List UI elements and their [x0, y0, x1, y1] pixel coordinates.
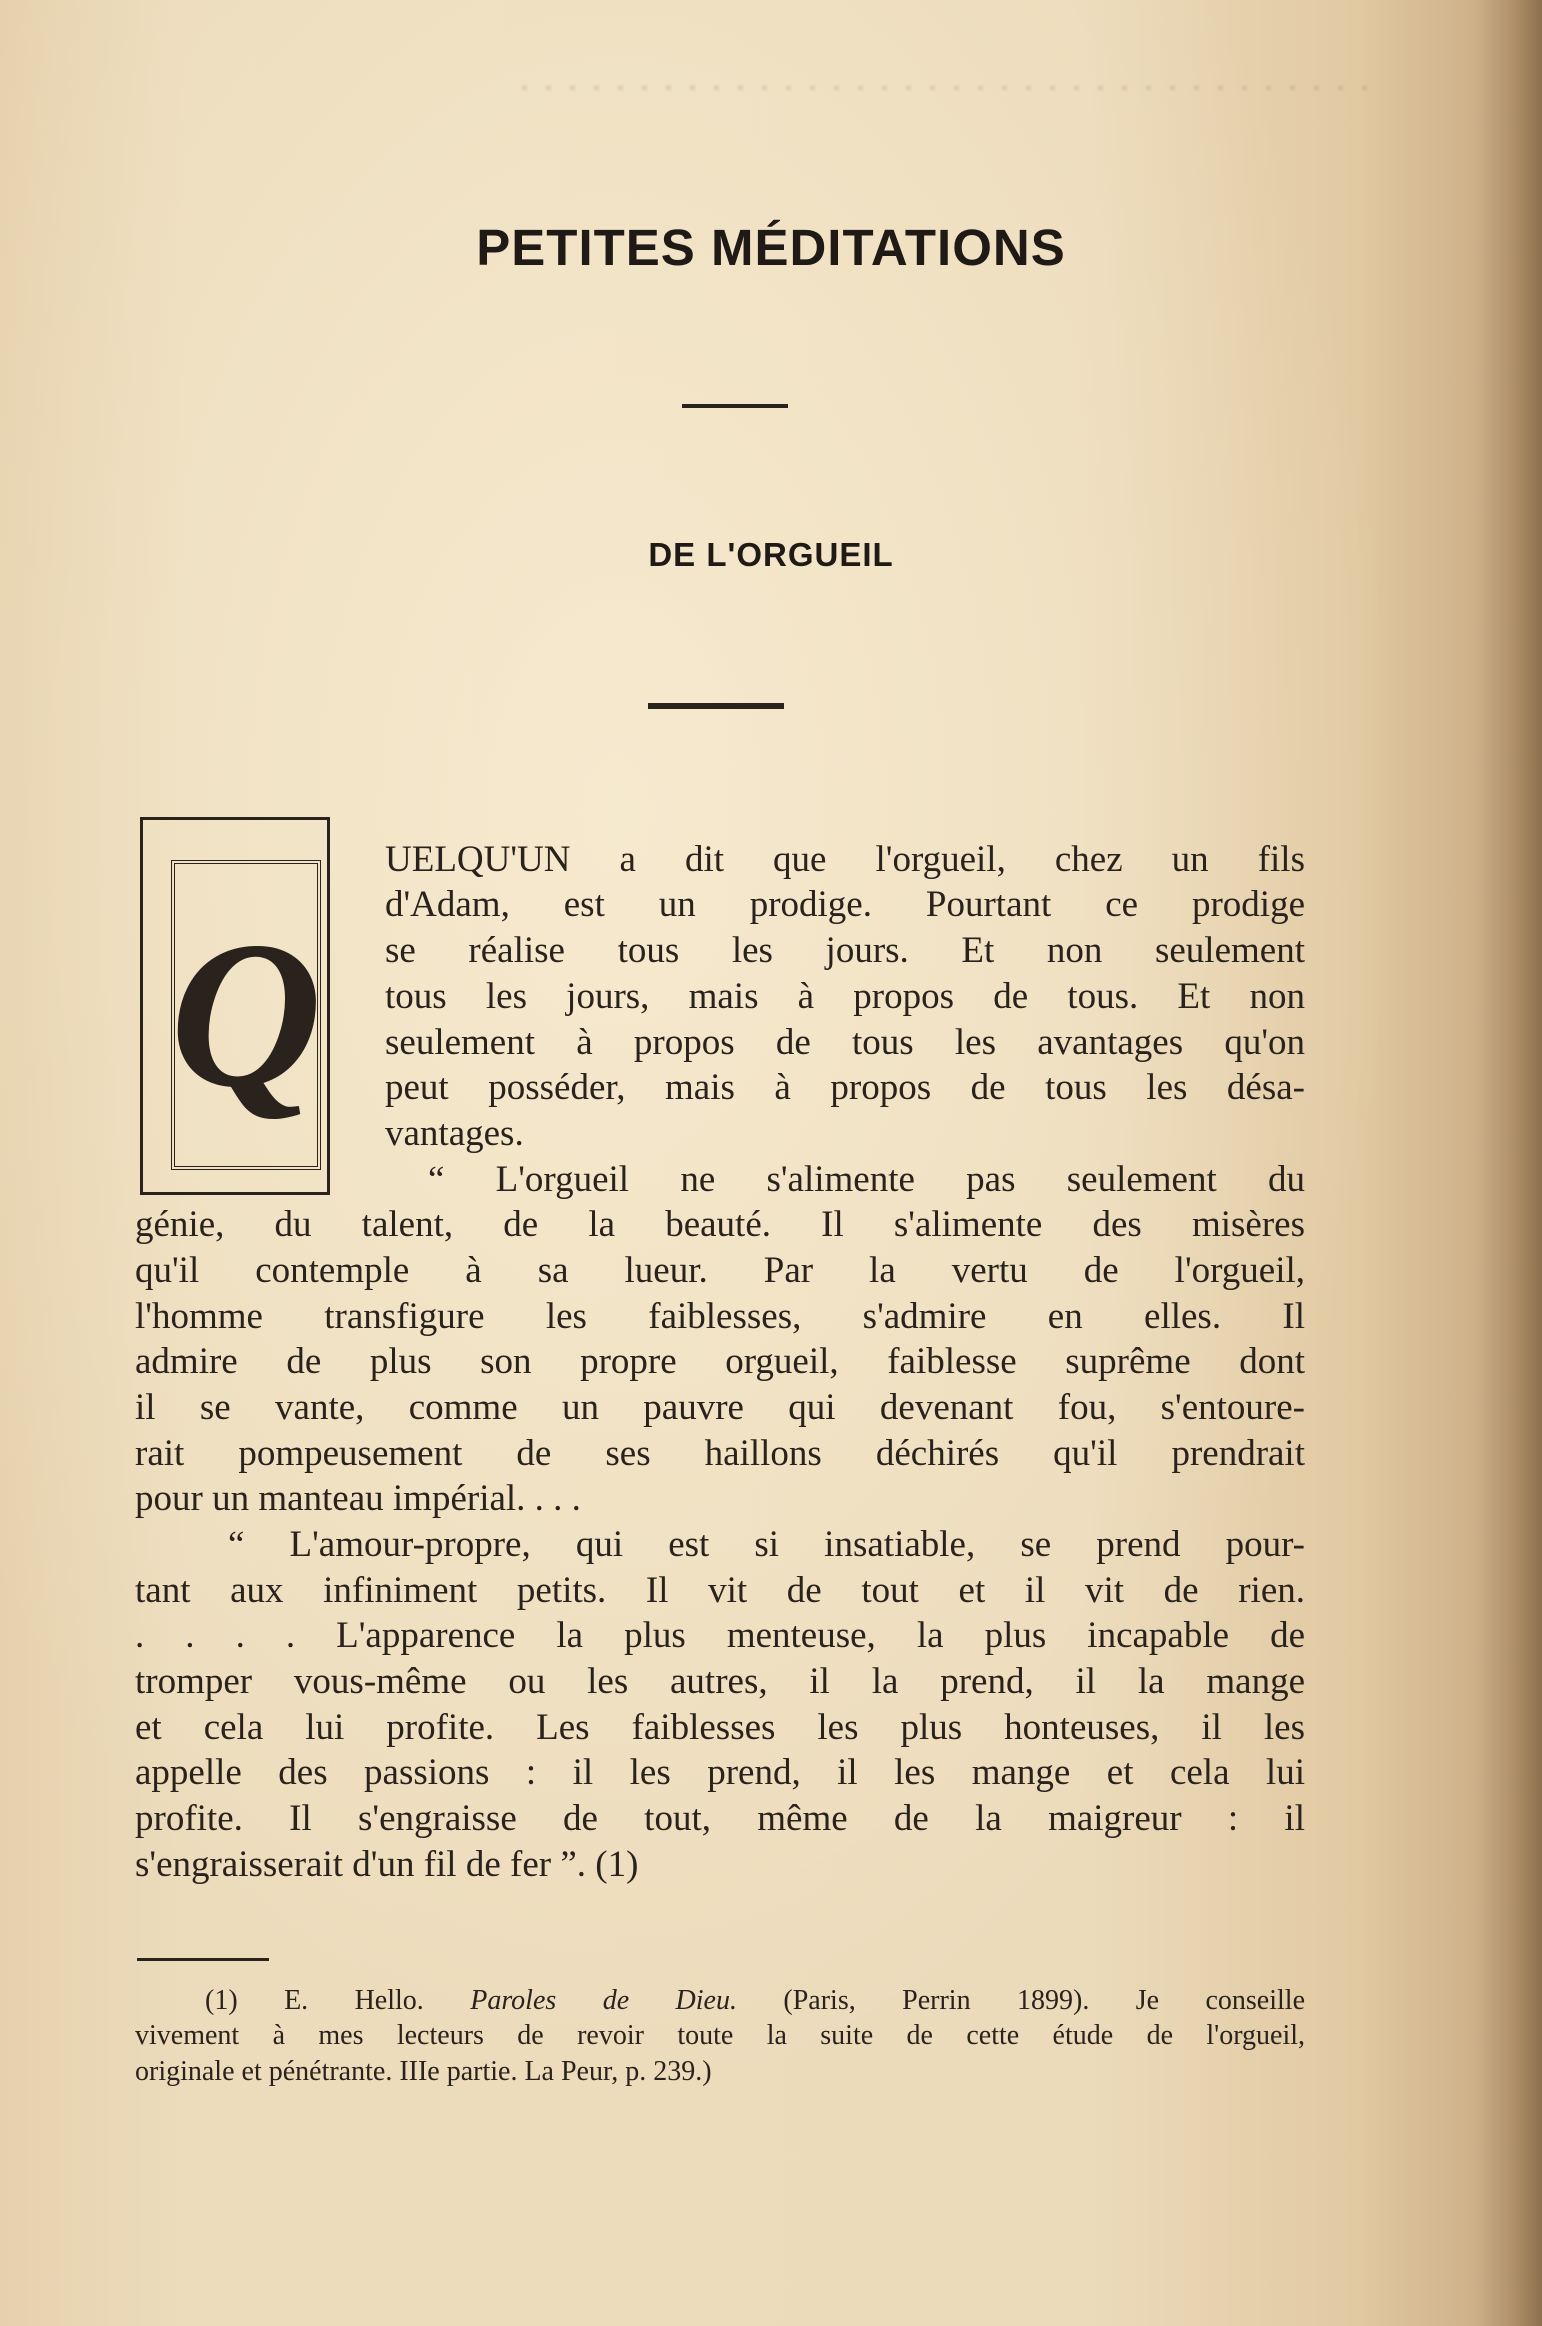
drop-cap-frame	[140, 817, 330, 1195]
p3-line-2: tant aux infiniment petits. Il vit de tout et il vit de rien.	[135, 1570, 1305, 1611]
p3-line-6: appelle des passions : il les prend, il les mange et cela lui	[135, 1752, 1305, 1793]
p2-line-3: qu'il contemple à sa lueur. Par la vertu de l'orgueil,	[135, 1250, 1305, 1291]
p3-line-3: . . . . L'apparence la plus menteuse, la plus incapable de	[135, 1615, 1305, 1656]
p2-line-5: admire de plus son propre orgueil, faiblesse suprême dont	[135, 1341, 1305, 1382]
p1-line-2: d'Adam, est un prodige. Pourtant ce prodige	[385, 884, 1305, 925]
p2-line-2: génie, du talent, de la beauté. Il s'alimente des misères	[135, 1204, 1305, 1245]
drop-cap-inner-frame	[171, 860, 321, 1170]
page-title: PETITES MÉDITATIONS	[476, 219, 1066, 276]
show-through-text: . . . . . . . . . . . . . . . . . . . . . . . . . . . . . . . . . . . .	[518, 51, 1370, 100]
footnote-line-1	[205, 1982, 1305, 2020]
p2-line-7: rait pompeusement de ses haillons déchirés qu'il prendrait	[135, 1433, 1305, 1474]
footnote-line-3: originale et pénétrante. IIIe partie. La Peur, p. 239.)	[135, 2056, 712, 2087]
p2-line-1: “ L'orgueil ne s'alimente pas seulement du	[428, 1159, 1305, 1200]
footnote-work-title: Paroles de Dieu.	[470, 1985, 737, 2016]
section-subtitle: DE L'ORGUEIL	[648, 536, 894, 573]
subtitle-rule	[648, 703, 784, 709]
footnote-rule	[137, 1958, 269, 1961]
footnote-line-1-rest: (Paris, Perrin 1899). Je conseille	[783, 1985, 1305, 2016]
p3-line-7: profite. Il s'engraisse de tout, même de la maigreur : il	[135, 1798, 1305, 1839]
p1-line-7: vantages.	[385, 1113, 524, 1154]
p3-line-8: s'engraisserait d'un fil de fer ”. (1)	[135, 1844, 639, 1885]
page-spine-shadow	[1472, 0, 1542, 2326]
drop-cap-letter: Q	[170, 899, 322, 1131]
p1-line-4: tous les jours, mais à propos de tous. Et non	[385, 976, 1305, 1017]
p3-line-1: “ L'amour-propre, qui est si insatiable, se prend pour-	[228, 1524, 1305, 1565]
p1-line-5: seulement à propos de tous les avantages qu'on	[385, 1022, 1305, 1063]
p2-line-4: l'homme transfigure les faiblesses, s'admire en elles. Il	[135, 1296, 1305, 1337]
p2-line-6: il se vante, comme un pauvre qui devenant fou, s'entoure-	[135, 1387, 1305, 1428]
p3-line-4: tromper vous-même ou les autres, il la prend, il la mange	[135, 1661, 1305, 1702]
title-rule	[682, 404, 788, 408]
footnote-line-2: vivement à mes lecteurs de revoir toute la suite de cette étude de l'orgueil,	[135, 2020, 1305, 2051]
p1-line-3: se réalise tous les jours. Et non seulement	[385, 930, 1305, 971]
p1-line-6: peut posséder, mais à propos de tous les désa-	[385, 1067, 1305, 1108]
p1-line-1: UELQU'UN a dit que l'orgueil, chez un fils	[385, 839, 1305, 880]
p2-line-8: pour un manteau impérial. . . .	[135, 1478, 581, 1519]
p3-line-5: et cela lui profite. Les faiblesses les plus honteuses, il les	[135, 1707, 1305, 1748]
footnote-marker: (1) E. Hello.	[205, 1985, 424, 2016]
